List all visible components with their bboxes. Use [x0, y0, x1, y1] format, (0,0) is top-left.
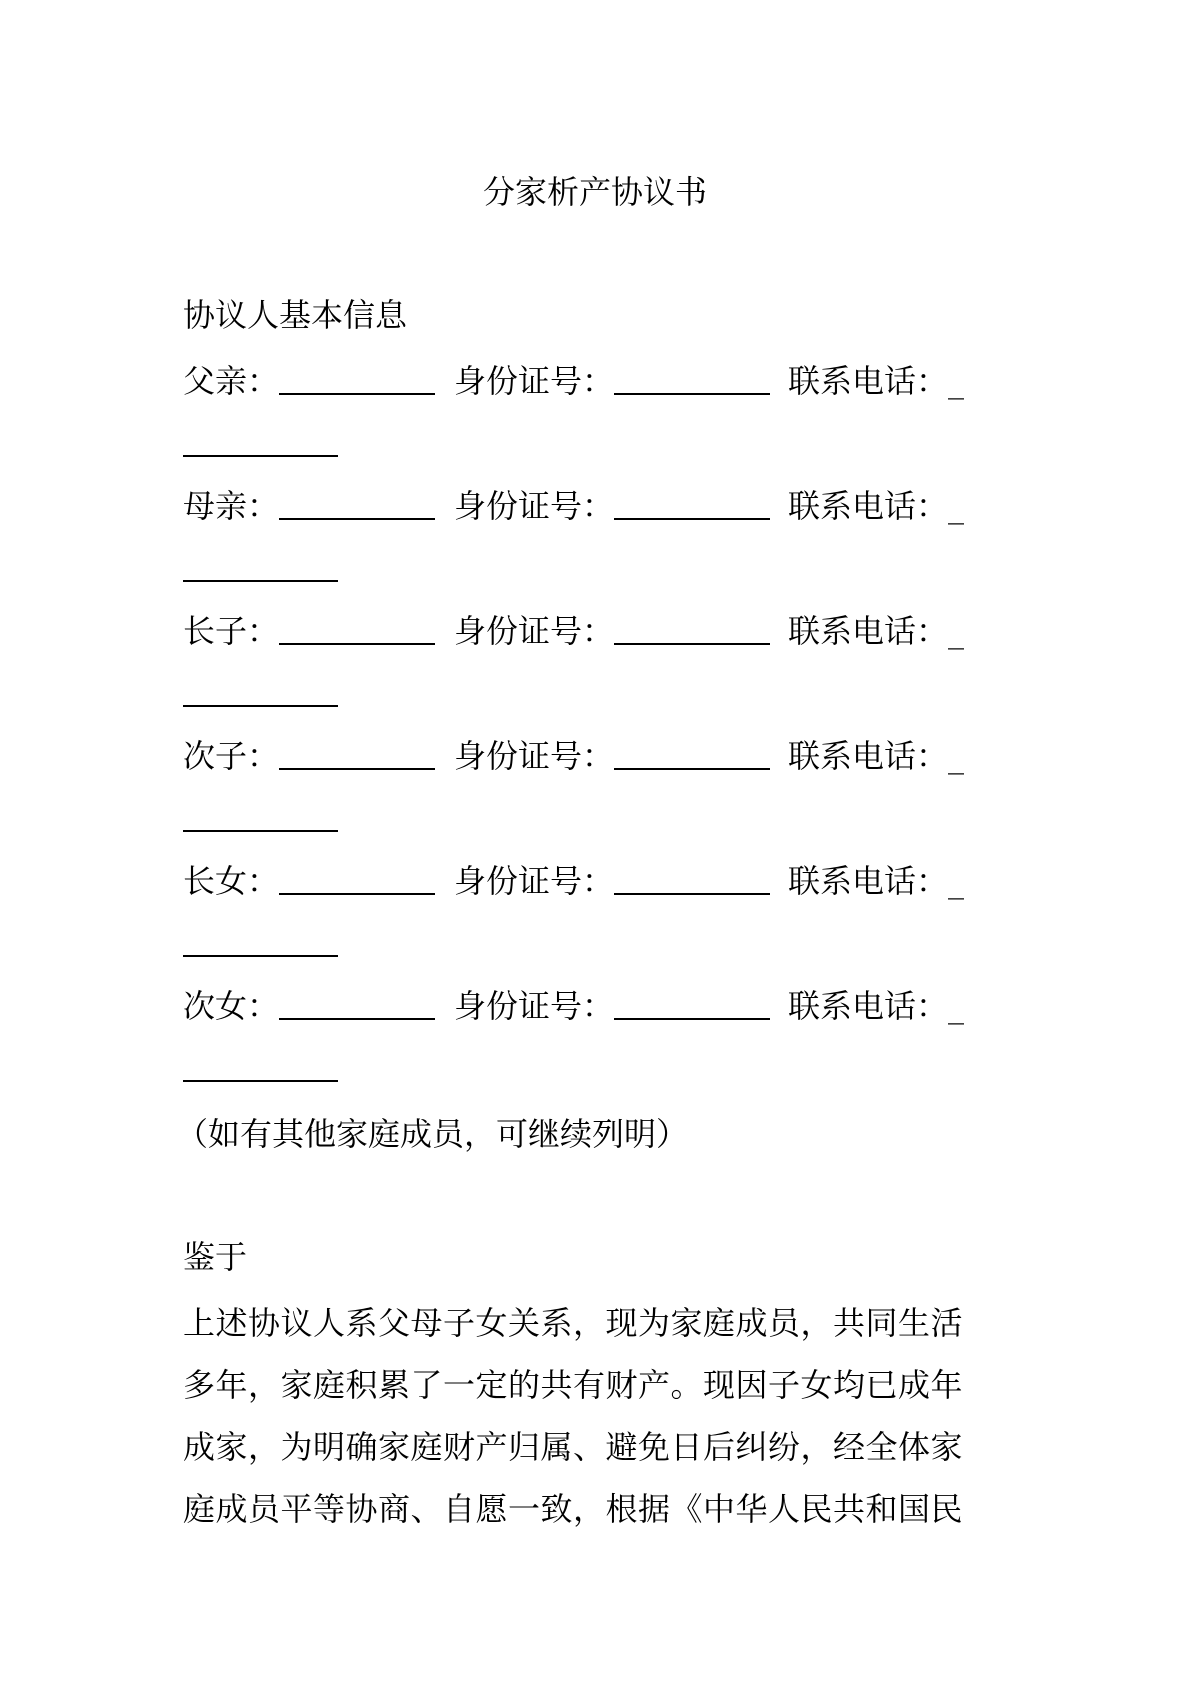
phone-blank — [183, 705, 338, 707]
member-row-mother — [183, 481, 1018, 606]
phone-label: 联系电话：_ — [788, 862, 965, 900]
recital-paragraph — [183, 1292, 1018, 1540]
id-label: 身份证号： — [454, 987, 615, 1025]
section-heading: 协议人基本信息 — [183, 296, 408, 334]
id-label: 身份证号： — [454, 487, 615, 525]
recital-line: 多年，家庭积累了一定的共有财产。现因子女均已成年 — [183, 1366, 964, 1404]
phone-label: 联系电话：_ — [788, 487, 965, 525]
member-role: 次女： — [183, 987, 280, 1025]
document-title: 分家析产协议书 — [482, 173, 707, 211]
id-blank — [614, 518, 770, 520]
phone-blank — [183, 830, 338, 832]
id-blank — [614, 768, 770, 770]
name-blank — [279, 518, 435, 520]
member-role: 父亲： — [183, 362, 280, 400]
member-list — [183, 356, 1018, 1106]
member-role: 长女： — [183, 862, 280, 900]
name-blank — [279, 393, 435, 395]
phone-label: 联系电话：_ — [788, 987, 965, 1025]
phone-blank — [183, 580, 338, 582]
phone-label: 联系电话：_ — [788, 612, 965, 650]
recital-line: 庭成员平等协商、自愿一致，根据《中华人民共和国民 — [183, 1490, 964, 1528]
phone-label: 联系电话：_ — [788, 362, 965, 400]
id-blank — [614, 643, 770, 645]
member-row-second-son — [183, 731, 1018, 856]
recital-line: 上述协议人系父母子女关系，现为家庭成员，共同生活 — [183, 1304, 964, 1342]
phone-blank — [183, 455, 338, 457]
recital-line: 成家，为明确家庭财产归属、避免日后纠纷，经全体家 — [183, 1428, 964, 1466]
additional-members-note: （如有其他家庭成员，可继续列明） — [176, 1115, 689, 1153]
id-blank — [614, 893, 770, 895]
id-label: 身份证号： — [454, 862, 615, 900]
id-label: 身份证号： — [454, 612, 615, 650]
id-blank — [614, 1018, 770, 1020]
member-role: 母亲： — [183, 487, 280, 525]
member-row-eldest-daughter — [183, 856, 1018, 981]
name-blank — [279, 643, 435, 645]
phone-blank — [183, 1080, 338, 1082]
name-blank — [279, 1018, 435, 1020]
phone-label: 联系电话：_ — [788, 737, 965, 775]
recital-heading: 鉴于 — [183, 1238, 248, 1276]
phone-blank — [183, 955, 338, 957]
member-row-second-daughter — [183, 981, 1018, 1106]
id-label: 身份证号： — [454, 362, 615, 400]
member-row-father — [183, 356, 1018, 481]
member-role: 长子： — [183, 612, 280, 650]
member-role: 次子： — [183, 737, 280, 775]
name-blank — [279, 768, 435, 770]
member-row-eldest-son — [183, 606, 1018, 731]
id-blank — [614, 393, 770, 395]
id-label: 身份证号： — [454, 737, 615, 775]
name-blank — [279, 893, 435, 895]
